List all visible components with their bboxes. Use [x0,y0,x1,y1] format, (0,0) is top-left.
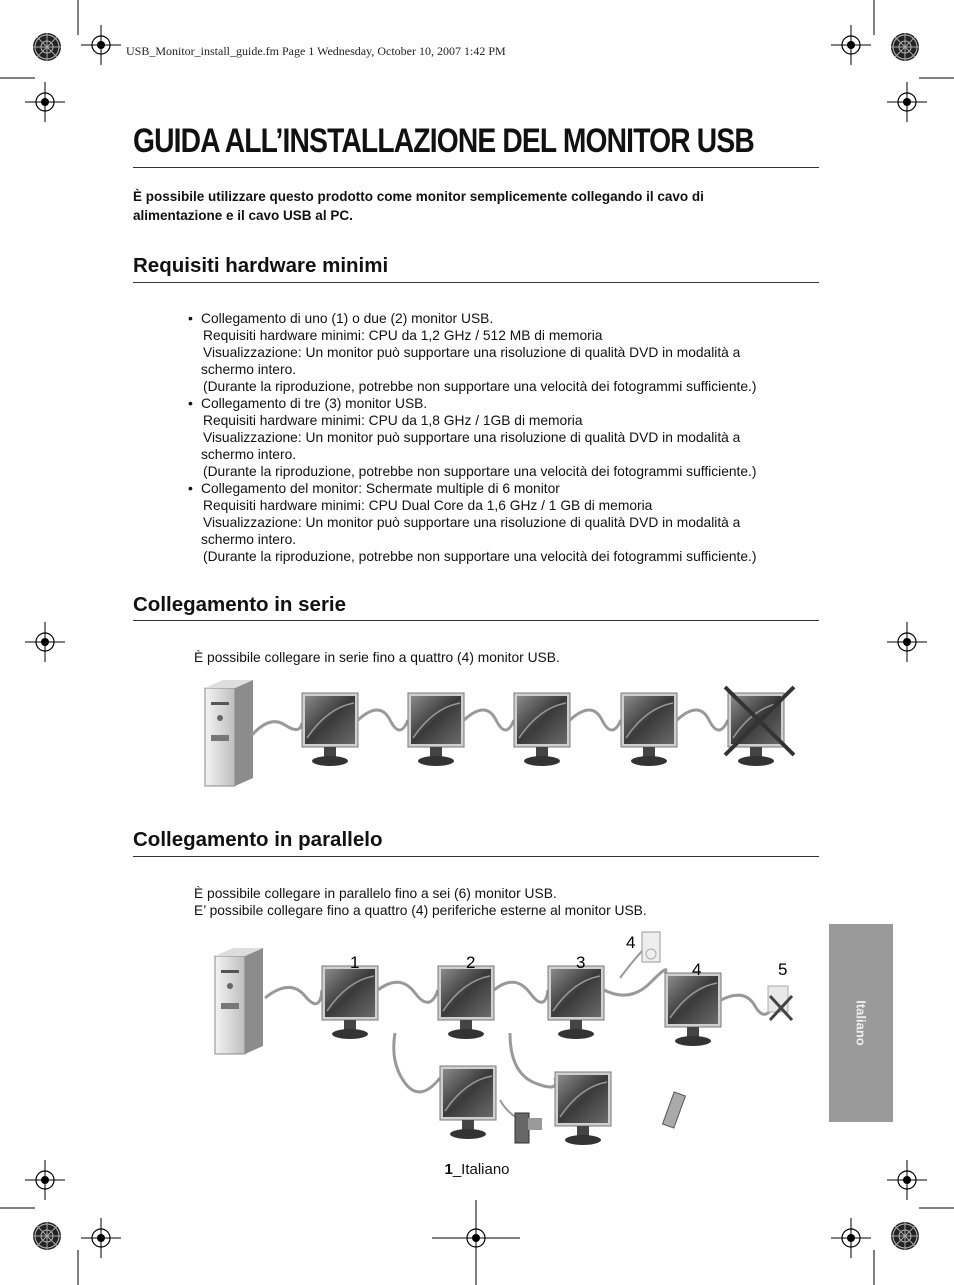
requirement-hw: Requisiti hardware minimi: CPU da 1,2 GHz / 512 MB di memoria [203,328,603,343]
parallel-number: 3 [576,953,586,972]
requirements-rule [133,282,819,283]
requirements-heading-wrap [133,254,388,278]
parallel-number: 4 [692,960,702,979]
bullet-icon: • [188,480,193,496]
requirement-hw: Requisiti hardware minimi: CPU da 1,8 GHz / 1GB di memoria [203,413,583,428]
serial-rule [133,620,819,621]
parallel-number: 4 [626,933,636,952]
requirement-display-cont: schermo intero. [201,362,297,377]
serial-connection-diagram [200,675,810,790]
requirement-main: Collegamento di uno (1) o due (2) monitor USB. [201,311,494,326]
requirement-note: (Durante la riproduzione, potrebbe non supportare una velocità dei fotogrammi sufficiente.) [203,549,757,564]
requirement-display-cont: schermo intero. [201,447,297,462]
language-side-tab-label: Italiano [853,1000,869,1046]
bullet-icon: • [188,310,193,326]
requirement-display: Visualizzazione: Un monitor può supportare una risoluzione di qualità DVD in modalità a [203,345,741,360]
requirement-item [188,310,828,395]
parallel-number: 2 [466,953,476,972]
requirement-hw: Requisiti hardware minimi: CPU Dual Core da 1,6 GHz / 1 GB di memoria [203,498,653,513]
parallel-number: 1 [350,953,360,972]
page-footer [0,1161,954,1178]
parallel-heading-wrap [133,828,382,852]
page-language: _Italiano [452,1161,510,1178]
page-number: 1 [444,1161,453,1178]
requirement-note: (Durante la riproduzione, potrebbe non supportare una velocità dei fotogrammi sufficiente.) [203,464,757,479]
requirement-item [188,480,828,565]
requirements-heading: Requisiti hardware minimi [133,254,389,277]
requirement-note: (Durante la riproduzione, potrebbe non supportare una velocità dei fotogrammi sufficiente.) [203,379,757,394]
language-side-tab [829,924,893,1122]
parallel-text [194,885,647,919]
parallel-heading: Collegamento in parallelo [133,828,383,851]
bullet-icon: • [188,395,193,411]
requirement-item [188,395,828,480]
parallel-text-2: E’ possibile collegare fino a quattro (4) periferiche esterne al monitor USB. [194,903,647,918]
requirement-display: Visualizzazione: Un monitor può supportare una risoluzione di qualità DVD in modalità a [203,515,741,530]
intro-line-2: alimentazione e il cavo USB al PC. [133,208,353,223]
requirements-list [188,310,828,565]
page-title: GUIDA ALL’INSTALLAZIONE DEL MONITOR USB [133,122,754,160]
parallel-number: 5 [778,960,788,979]
parallel-connection-diagram [210,928,810,1148]
requirement-display-cont: schermo intero. [201,532,297,547]
parallel-rule [133,856,819,857]
serial-heading: Collegamento in serie [133,593,347,616]
parallel-text-1: È possibile collegare in parallelo fino a sei (6) monitor USB. [194,886,557,901]
intro-line-1: È possibile utilizzare questo prodotto come monitor semplicemente collegando il cavo di [133,189,704,204]
serial-heading-wrap [133,593,346,617]
title-rule [133,167,819,168]
requirement-display: Visualizzazione: Un monitor può supportare una risoluzione di qualità DVD in modalità a [203,430,741,445]
intro-paragraph [133,187,813,225]
requirement-main: Collegamento di tre (3) monitor USB. [201,396,428,411]
requirement-main: Collegamento del monitor: Schermate multiple di 6 monitor [201,481,560,496]
serial-text: È possibile collegare in serie fino a quattro (4) monitor USB. [194,650,560,665]
file-info-header: USB_Monitor_install_guide.fm Page 1 Wednesday, October 10, 2007 1:42 PM [126,44,506,58]
